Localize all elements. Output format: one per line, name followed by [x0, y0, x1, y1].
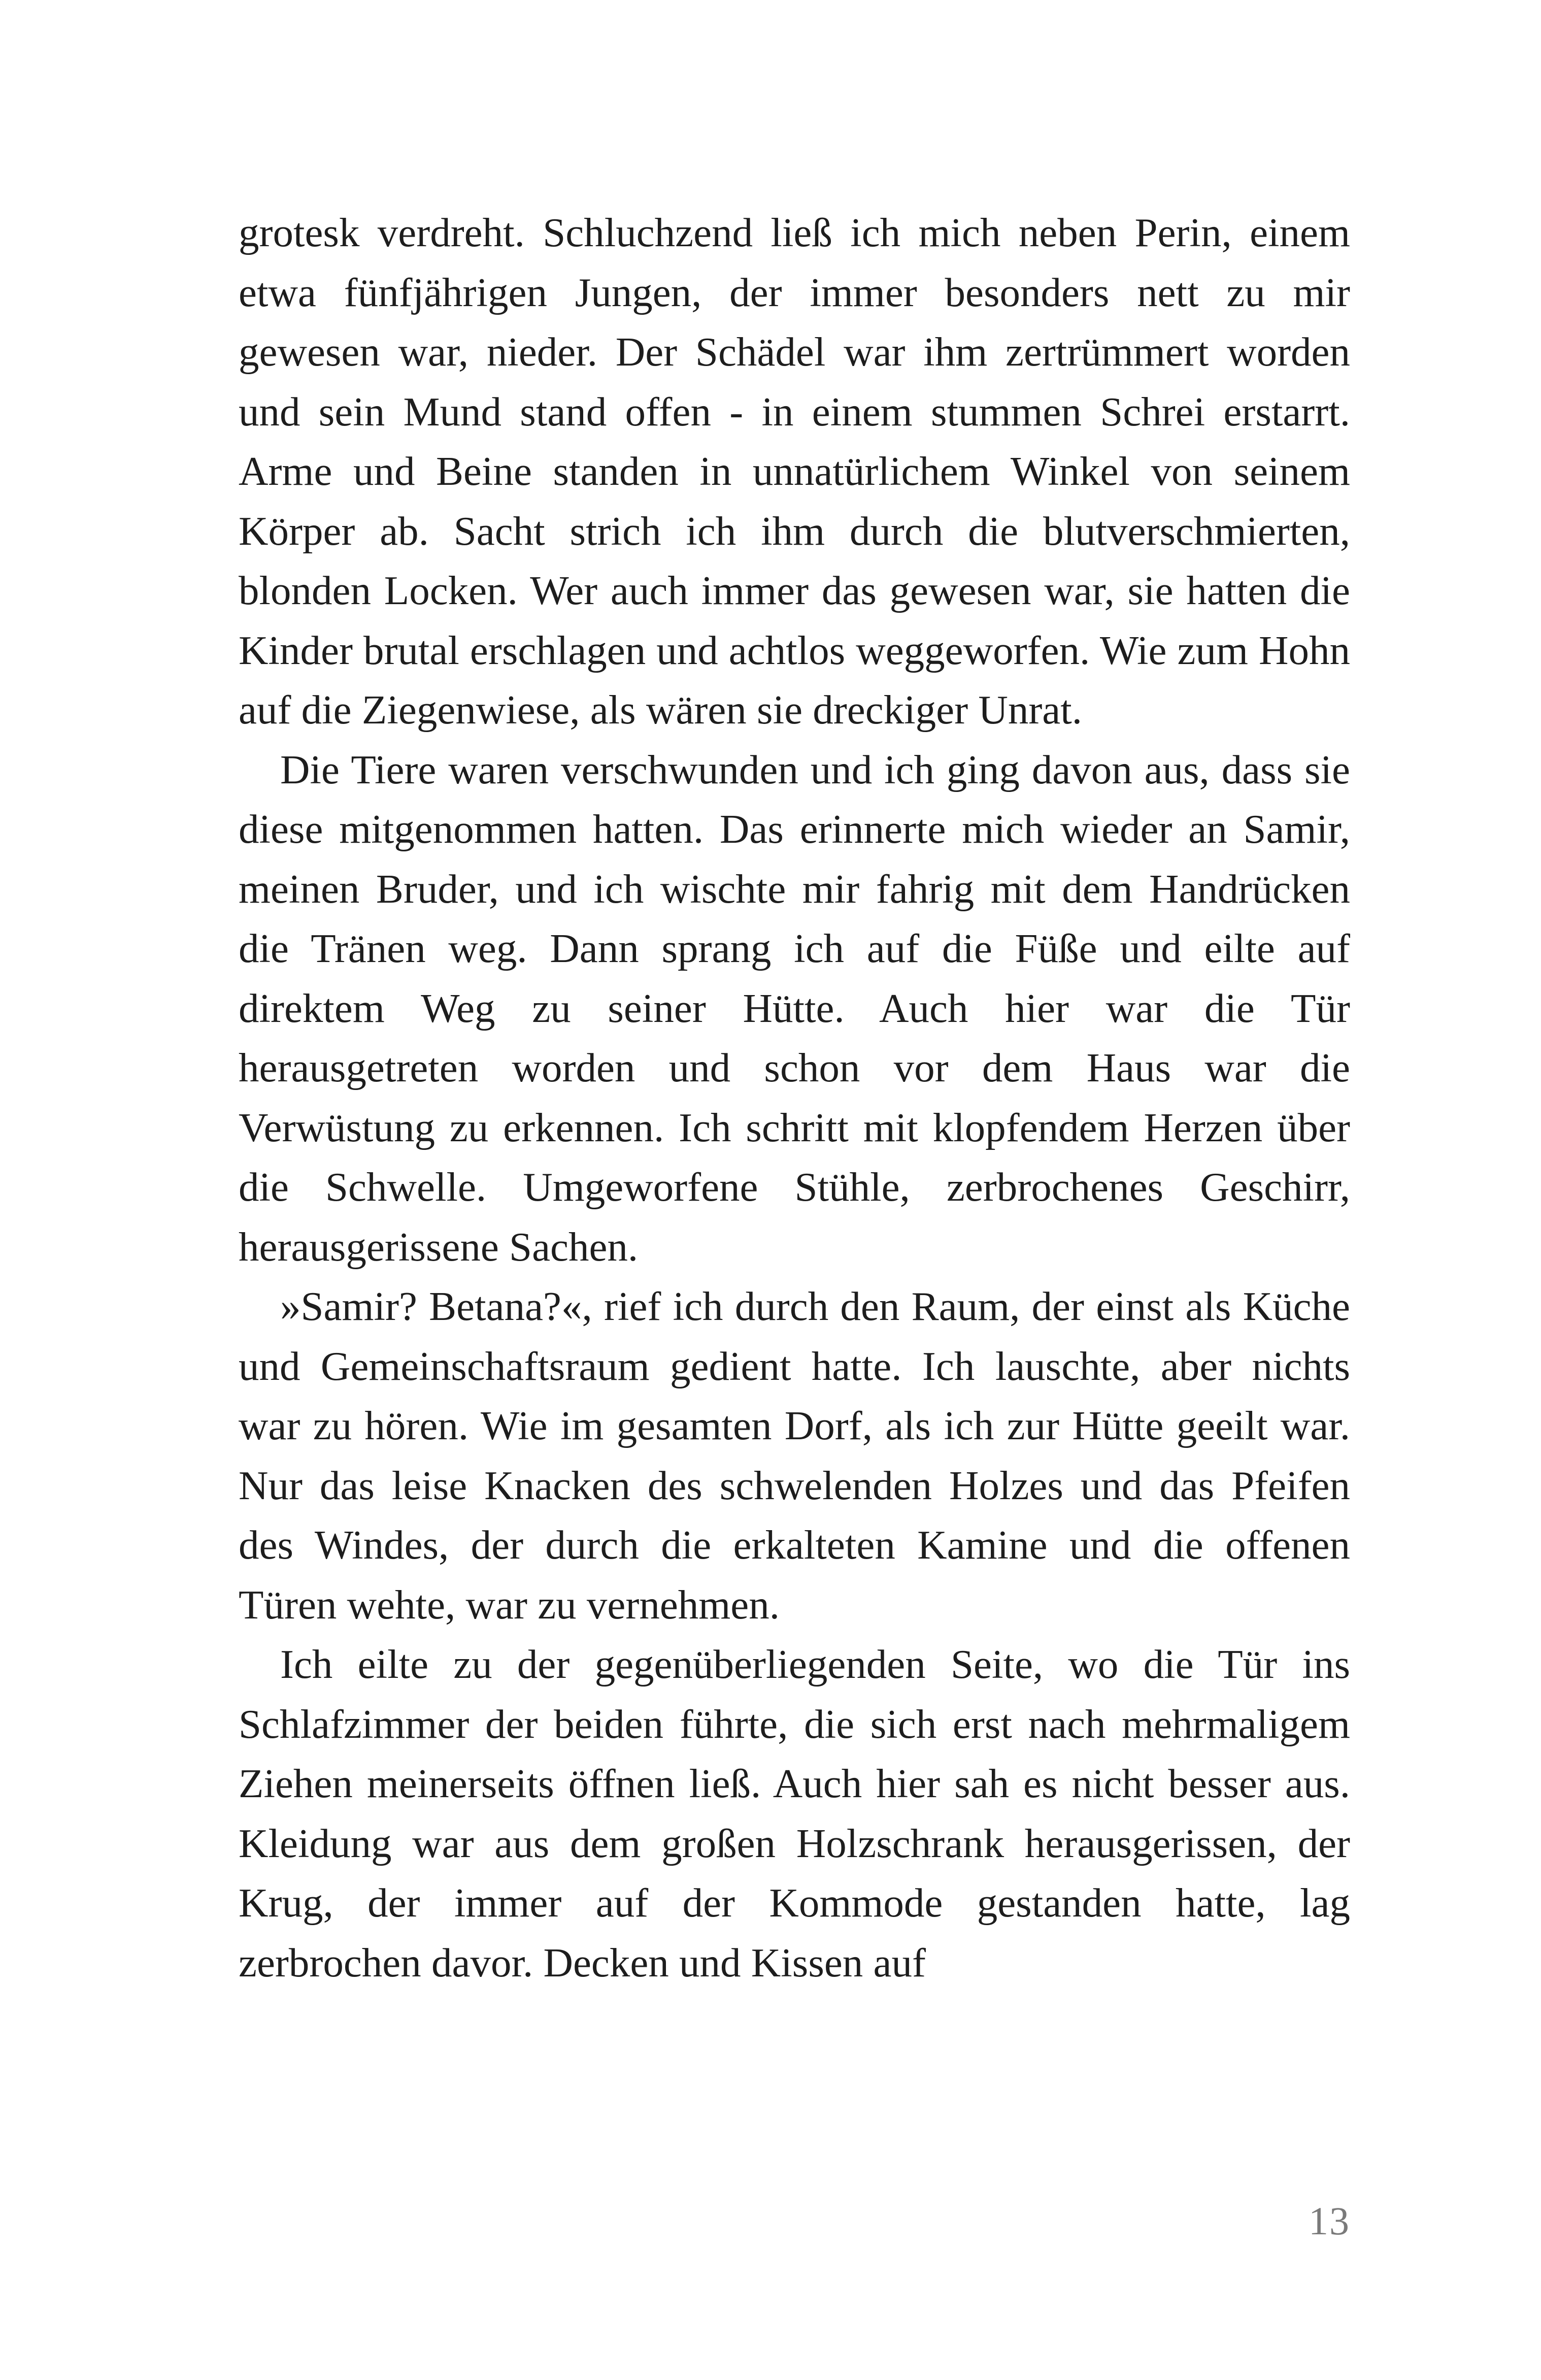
paragraph-4: Ich eilte zu der gegenüberliegenden Seite, wo die Tür ins Schlafzimmer der beiden führte, die sich erst nach mehrmaligem Ziehen meinerseits öffnen ließ. Auch hier sah es nicht besser aus. Kleidung war aus dem großen Holzschrank herausgerissen, der Krug, der immer auf der Kommode gestanden hatte, lag zerbrochen davor. Decken und Kissen auf	[239, 1641, 1350, 1986]
page-number: 13	[1309, 2199, 1350, 2243]
paragraph-1: grotesk verdreht. Schluchzend ließ ich mich neben Perin, einem etwa fünfjährigen Jungen, der immer besonders nett zu mir gewesen war, nieder. Der Schädel war ihm zertrümmert worden und sein Mund stand offen - in einem stummen Schrei erstarrt. Arme und Beine standen in unnatürlichem Winkel von seinem Körper ab. Sacht strich ich ihm durch die blutverschmierten, blonden Locken. Wer auch immer das gewesen war, sie hatten die Kinder brutal erschlagen und achtlos weggeworfen. Wie zum Hohn auf die Ziegenwiese, als wären sie dreckiger Unrat.	[239, 210, 1350, 733]
body-text	[239, 203, 1350, 1993]
paragraph-2: Die Tiere waren verschwunden und ich ging davon aus, dass sie diese mitgenommen hatten. Das erinnerte mich wieder an Samir, meinen Bruder, und ich wischte mir fahrig mit dem Handrücken die Tränen weg. Dann sprang ich auf die Füße und eilte auf direktem Weg zu seiner Hütte. Auch hier war die Tür herausgetreten worden und schon vor dem Haus war die Verwüstung zu erkennen. Ich schritt mit klopfendem Herzen über die Schwelle. Umgeworfene Stühle, zerbrochenes Geschirr, herausgerissene Sachen.	[239, 746, 1350, 1270]
paragraph-3: »Samir? Betana?«, rief ich durch den Raum, der einst als Küche und Gemeinschaftsraum gedient hatte. Ich lauschte, aber nichts war zu hören. Wie im gesamten Dorf, als ich zur Hütte geeilt war. Nur das leise Knacken des schwelenden Holzes und das Pfeifen des Windes, der durch die erkalteten Kamine und die offenen Türen wehte, war zu vernehmen.	[239, 1283, 1350, 1628]
